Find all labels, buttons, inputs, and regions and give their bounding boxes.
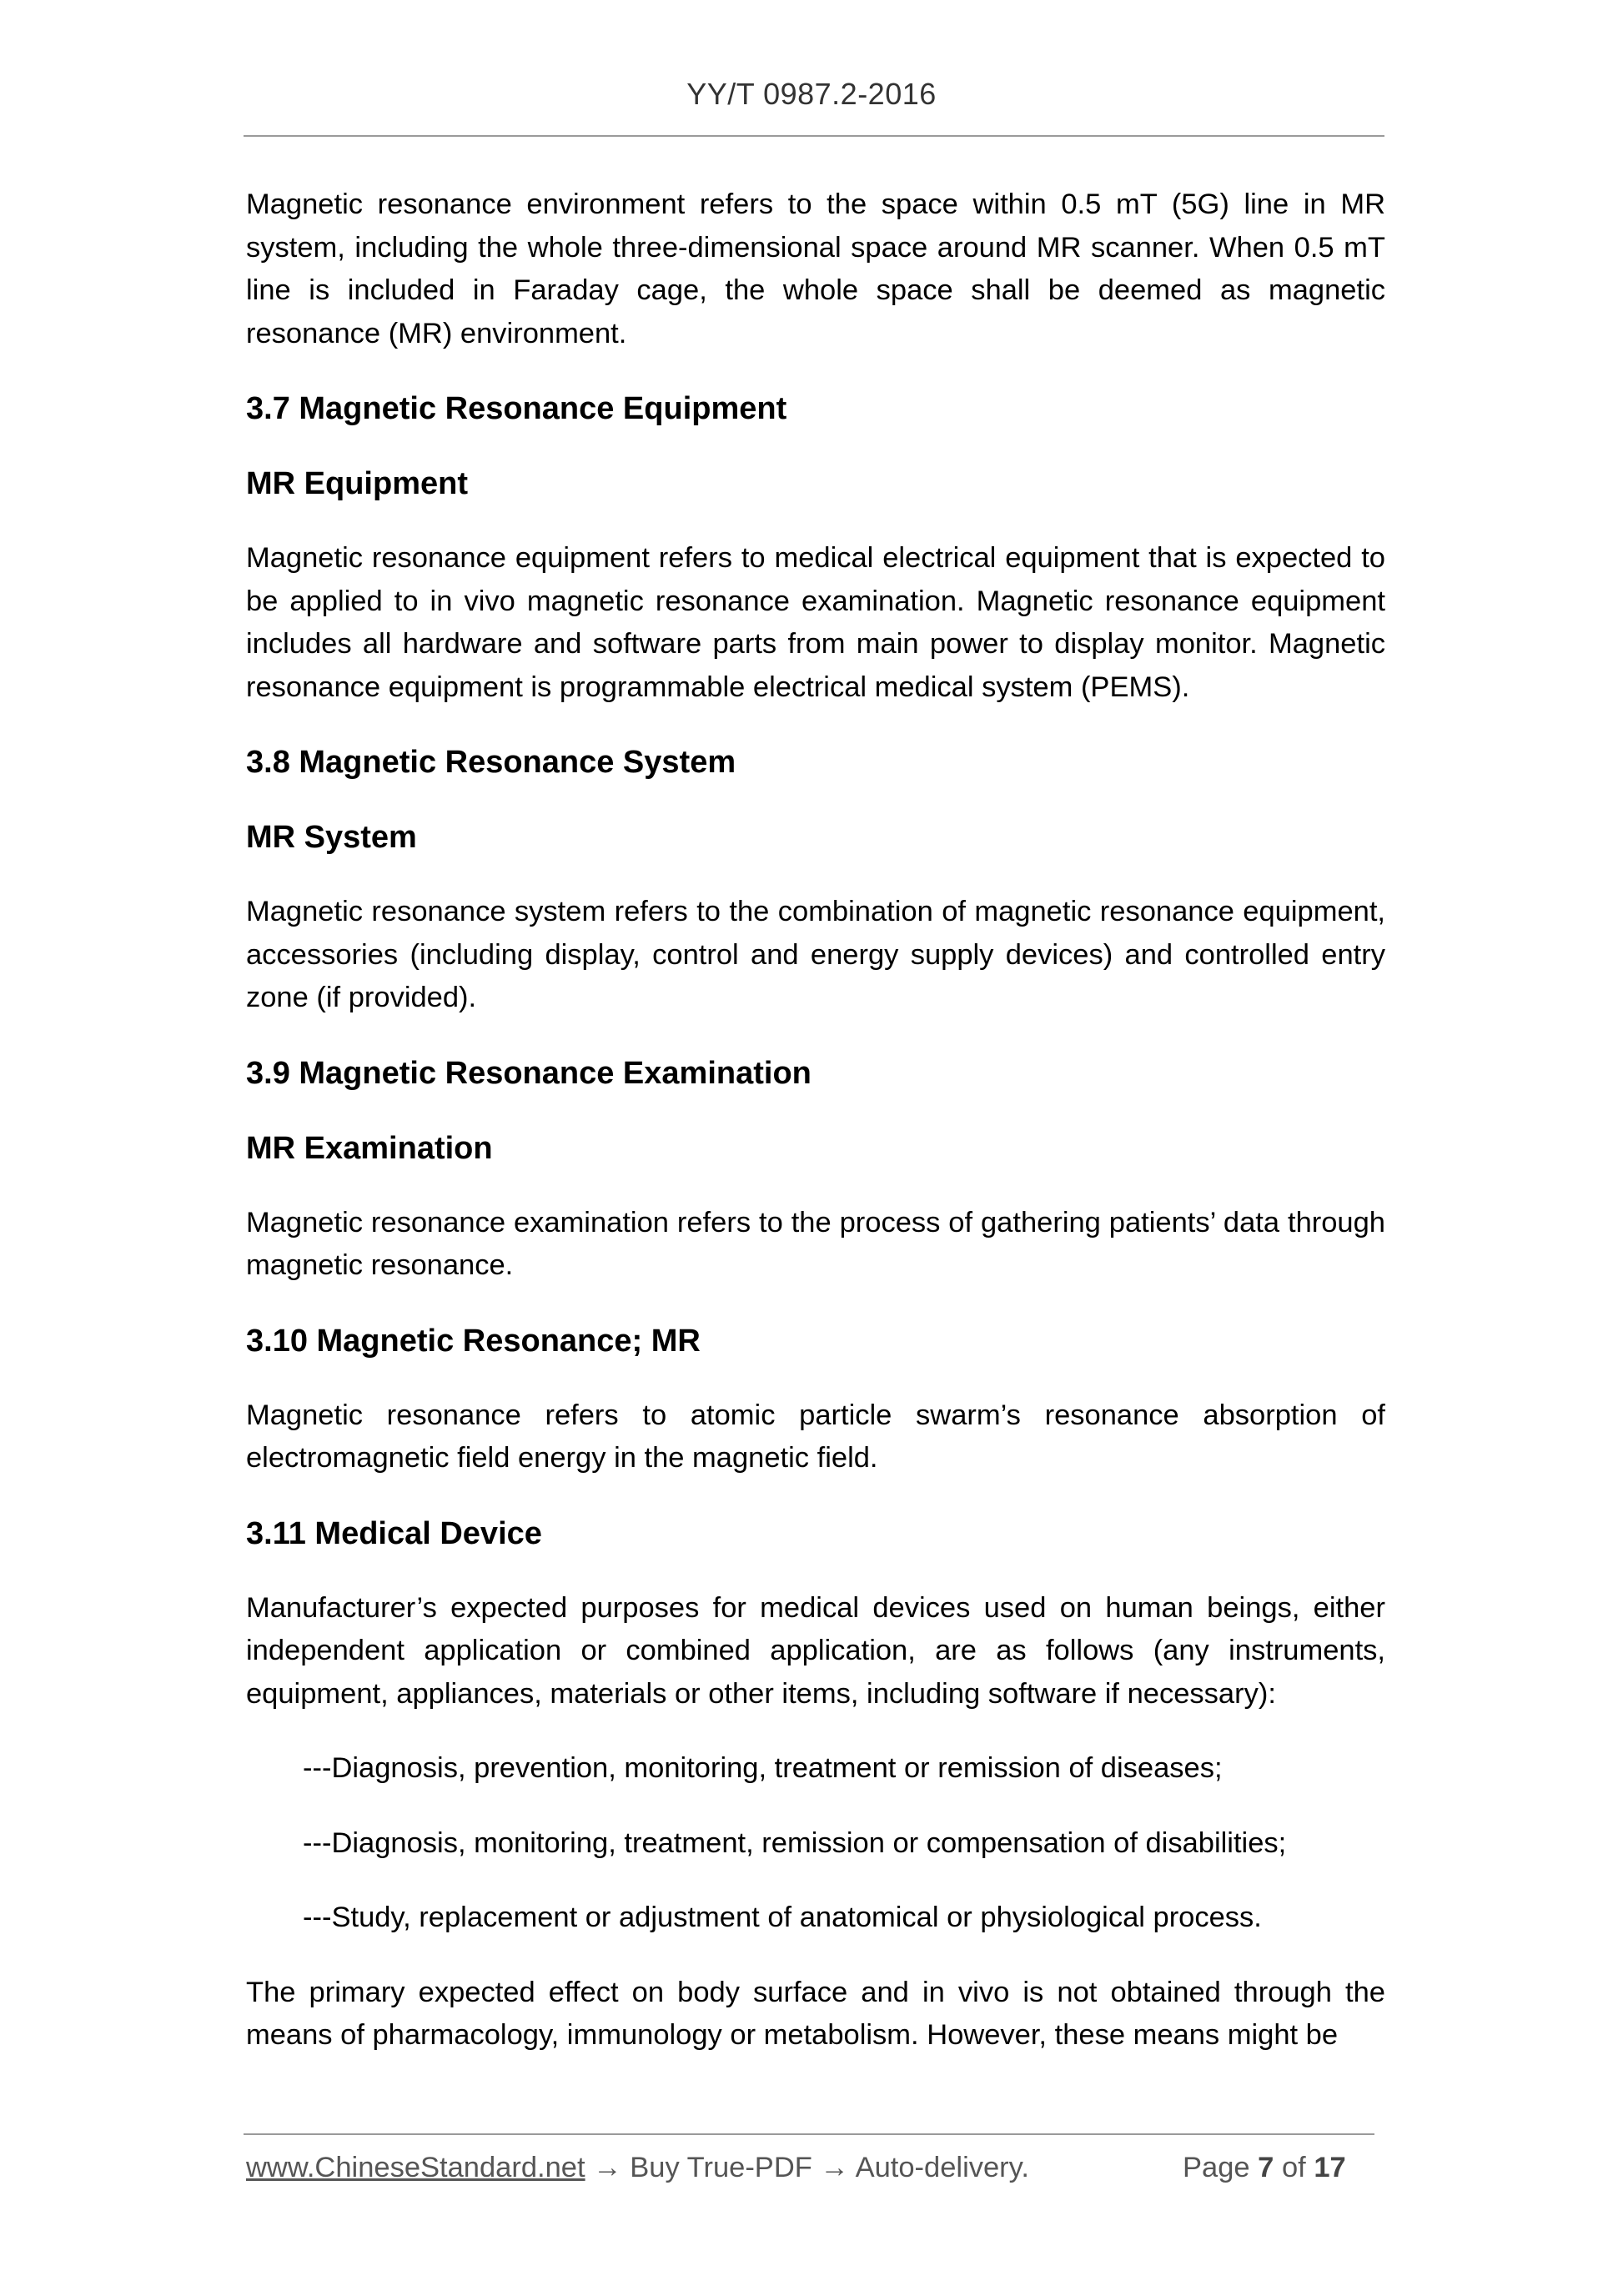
section-3-8-subheading: MR System — [246, 820, 417, 855]
section-3-8-heading: 3.8 Magnetic Resonance System — [246, 745, 736, 780]
list-item: ---Diagnosis, prevention, monitoring, treatment or remission of diseases; — [303, 1752, 1223, 1784]
list-item: ---Study, replacement or adjustment of anatomical or physiological process. — [303, 1902, 1262, 1933]
section-3-8-text: Magnetic resonance system refers to the combination of magnetic resonance equipment, accessories (including display, control and energy supply devices) and controlled entry zone (if provided). — [246, 896, 1385, 1013]
list-item: ---Diagnosis, monitoring, treatment, remission or compensation of disabilities; — [303, 1826, 1287, 1859]
page-label: Page — [1183, 2152, 1250, 2183]
section-3-9-heading: 3.9 Magnetic Resonance Examination — [246, 1055, 812, 1091]
total-page-count: 17 — [1314, 2152, 1346, 2183]
website-link[interactable]: www.ChineseStandard.net — [246, 2152, 585, 2183]
section-3-7-subheading: MR Equipment — [246, 466, 468, 501]
footer-tagline: → Buy True-PDF → Auto-delivery. — [585, 2152, 1029, 2183]
section-3-9-subheading: MR Examination — [246, 1130, 493, 1166]
section-3-9-text: Magnetic resonance examination refers to the process of gathering patients’ data through magnetic resonance. — [246, 1206, 1385, 1281]
section-3-11-text: Manufacturer’s expected purposes for medical devices used on human beings, either independent application or combined application, are as follows (any instruments, equipment, appliances, materials or other items, including software if necessary): — [246, 1591, 1385, 1710]
section-3-11-heading: 3.11 Medical Device — [246, 1515, 542, 1551]
document-code-header: YY/T 0987.2-2016 — [686, 77, 937, 111]
page-indicator — [1183, 2152, 1346, 2184]
section-3-10-text: Magnetic resonance refers to atomic particle swarm’s resonance absorption of electromagnetic field energy in the magnetic field. — [246, 1399, 1385, 1474]
footer-promo — [246, 2152, 1029, 2184]
intro-paragraph: Magnetic resonance environment refers to the space within 0.5 mT (5G) line in MR system, including the whole three-dimensional space around MR scanner. When 0.5 mT line is included in Faraday cage, the whole space shall be deemed as magnetic resonance (MR) environment. — [246, 188, 1385, 349]
page-of-label: of — [1281, 2152, 1306, 2183]
footer-divider — [244, 2133, 1374, 2135]
section-3-10-heading: 3.10 Magnetic Resonance; MR — [246, 1323, 701, 1359]
current-page-number: 7 — [1258, 2152, 1274, 2183]
header-divider — [244, 135, 1384, 137]
section-3-7-heading: 3.7 Magnetic Resonance Equipment — [246, 391, 787, 426]
document-body — [246, 183, 1385, 2089]
section-3-11-continuation: The primary expected effect on body surface and in vivo is not obtained through the means of pharmacology, immunology or metabolism. However, these means might be — [246, 1976, 1385, 2051]
section-3-7-text: Magnetic resonance equipment refers to medical electrical equipment that is expected to be applied to in vivo magnetic resonance examination. Magnetic resonance equipment includes all hardware and software parts from main power to display monitor. Magnetic resonance equipment is programmable electrical medical system (PEMS). — [246, 542, 1385, 703]
